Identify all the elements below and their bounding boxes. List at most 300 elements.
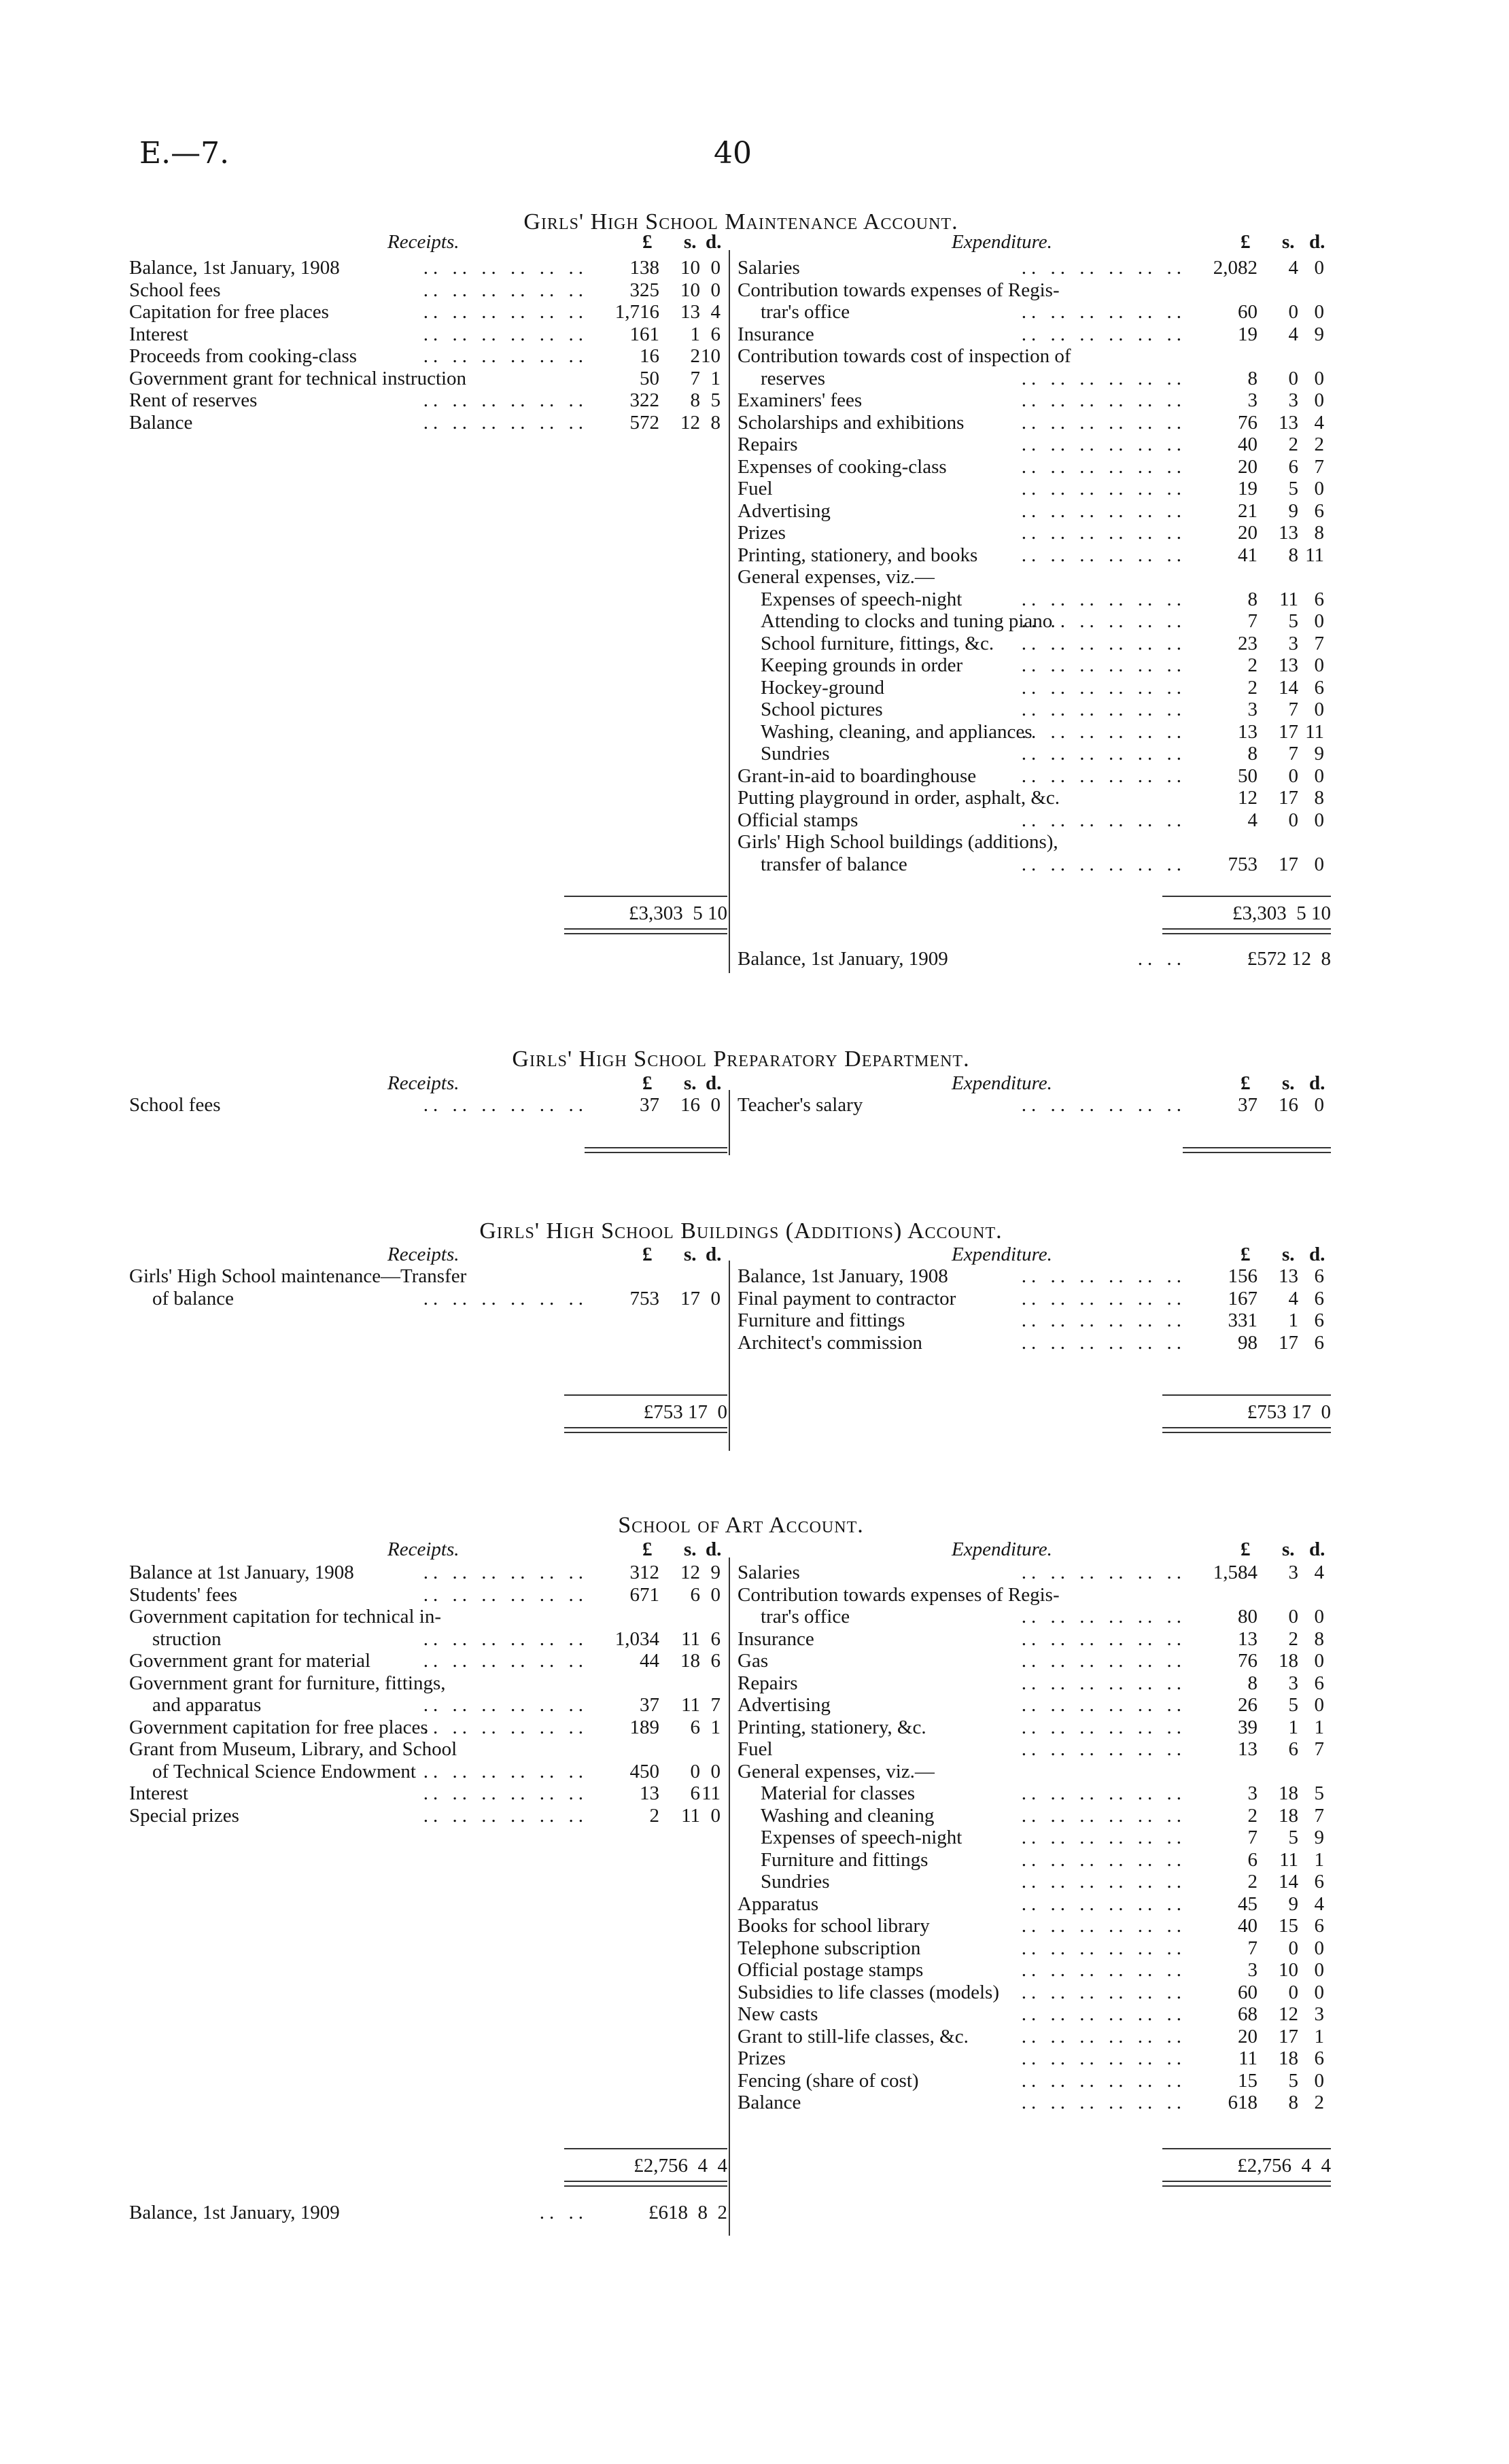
amount-shillings: 17	[1279, 2025, 1298, 2047]
expenditure-label: Sundries	[761, 1871, 830, 1893]
amount-pounds: 76	[1238, 411, 1258, 434]
amount-pence: 8	[1314, 1627, 1324, 1650]
expenditure-row	[738, 1849, 1331, 1871]
leader-dots: .. .. .. .. .. ..	[1021, 1606, 1186, 1627]
expenditure-row	[738, 1562, 1331, 1584]
total-amount: £3,303 5 10	[629, 902, 727, 924]
expenditure-label: Subsidies to life classes (models)	[738, 1981, 1000, 2003]
currency-symbol: s.	[1282, 231, 1295, 253]
total-rule	[564, 2148, 727, 2149]
leader-dots: .. .. .. .. .. ..	[1021, 1893, 1186, 1915]
leader-dots: .. .. .. .. .. ..	[1021, 853, 1186, 875]
expenditure-label: Washing, cleaning, and appliances	[761, 720, 1033, 743]
expenditure-label: trar's office	[761, 301, 850, 323]
expenditure-label: Prizes	[738, 522, 786, 544]
expenditure-label: Repairs	[738, 434, 798, 455]
expenditure-row	[738, 1672, 1331, 1695]
expenditure-label: Final payment to contractor	[738, 1287, 956, 1309]
expenditure-label: Grant-in-aid to boardinghouse	[738, 764, 977, 787]
page-number: 40	[714, 136, 752, 171]
expenditure-heading: Expenditure.	[952, 231, 1052, 253]
leader-dots: .. .. .. .. .. ..	[423, 323, 588, 345]
amount-shillings: 1	[690, 323, 700, 345]
amount-shillings: 17	[680, 1287, 700, 1309]
amount-shillings: 1	[1288, 1716, 1298, 1738]
receipt-label: Government grant for furniture, fittings,	[129, 1672, 446, 1694]
leader-dots: .. .. .. .. .. ..	[1021, 1716, 1186, 1738]
account-title: Girls' High School Preparatory Department.	[512, 1046, 970, 1072]
amount-pounds: 19	[1238, 478, 1258, 499]
expenditure-label: Expenses of speech-night	[761, 1827, 962, 1848]
expenditure-label: Attending to clocks and tuning piano	[761, 610, 1053, 632]
currency-symbol: s.	[684, 1244, 697, 1265]
amount-pounds: 98	[1238, 1331, 1258, 1354]
receipt-label: of balance	[152, 1287, 234, 1309]
amount-pence: 6	[710, 1650, 721, 1672]
amount-pounds: 2	[1247, 1871, 1258, 1893]
amount-shillings: 17	[1279, 720, 1298, 743]
expenditure-label: Telephone subscription	[738, 1937, 921, 1959]
receipt-label: Capitation for free places	[129, 301, 329, 323]
amount-pounds: 2	[1247, 676, 1258, 699]
amount-pence: 0	[1314, 389, 1324, 411]
currency-symbol: d.	[1309, 1072, 1325, 1094]
amount-pounds: 138	[629, 257, 659, 279]
amount-pounds: 50	[640, 367, 659, 389]
expenditure-label: Official stamps	[738, 809, 858, 831]
leader-dots: .. .. .. .. .. ..	[1021, 654, 1186, 676]
amount-shillings: 6	[690, 1782, 700, 1804]
amount-pounds: 20	[1238, 2025, 1258, 2047]
amount-pence: 6	[1314, 1287, 1324, 1309]
account-title: School of Art Account.	[618, 1513, 864, 1538]
expenditure-label: Expenses of speech-night	[761, 588, 962, 610]
expenditure-label: trar's office	[761, 1606, 850, 1627]
expenditure-label: Salaries	[738, 257, 800, 279]
amount-pounds: 39	[1238, 1716, 1258, 1738]
leader-dots: .. .. .. .. .. ..	[423, 279, 588, 301]
expenditure-heading: Expenditure.	[952, 1244, 1052, 1265]
amount-pounds: 1,584	[1213, 1562, 1258, 1583]
amount-pounds: 2,082	[1213, 257, 1258, 279]
amount-pence: 9	[1314, 1827, 1324, 1848]
amount-pence: 4	[1314, 1562, 1324, 1583]
leader-dots: .. .. .. .. .. ..	[1021, 1562, 1186, 1583]
amount-shillings: 6	[690, 1583, 700, 1606]
amount-pounds: 60	[1238, 301, 1258, 323]
leader-dots: .. .. .. .. .. ..	[1021, 1287, 1186, 1309]
expenditure-label: Advertising	[738, 1694, 831, 1716]
amount-shillings: 0	[1288, 809, 1298, 831]
amount-shillings: 0	[1288, 1937, 1298, 1959]
amount-shillings: 3	[1288, 1672, 1298, 1694]
receipt-label: School fees	[129, 1094, 221, 1116]
amount-shillings: 12	[680, 411, 700, 434]
amount-pounds: 7	[1247, 1827, 1258, 1848]
amount-pounds: 2	[1247, 1804, 1258, 1827]
amount-pounds: 6	[1247, 1848, 1258, 1871]
amount-pence: 4	[1314, 1893, 1324, 1915]
expenditure-label: Contribution towards expenses of Regis-	[738, 279, 1060, 301]
receipt-row	[129, 1650, 727, 1672]
account-title: Girls' High School Maintenance Account.	[523, 209, 958, 234]
amount-shillings: 5	[1288, 610, 1298, 632]
leader-dots: .. .. .. .. .. ..	[1021, 588, 1186, 610]
amount-shillings: 11	[681, 1804, 700, 1827]
expenditure-label: Contribution towards cost of inspection of	[738, 345, 1071, 367]
leader-dots: .. .. .. .. .. ..	[1021, 1738, 1186, 1760]
amount-shillings: 14	[1279, 676, 1298, 699]
total-amount: £2,756 4 4	[1237, 2155, 1331, 2177]
amount-shillings: 7	[690, 367, 700, 389]
amount-pence: 6	[1314, 1265, 1324, 1287]
receipt-row	[129, 1717, 727, 1739]
amount-pence: 0	[1314, 367, 1324, 389]
leader-dots: .. .. .. .. .. ..	[1021, 764, 1186, 787]
expenditure-label: Insurance	[738, 1627, 814, 1650]
leader-dots: .. .. .. .. .. ..	[1021, 2069, 1186, 2092]
receipt-label: struction	[152, 1627, 222, 1650]
amount-shillings: 5	[1288, 1694, 1298, 1716]
amount-pounds: 21	[1238, 499, 1258, 522]
amount-pounds: 15	[1238, 2069, 1258, 2092]
leader-dots: .. .. .. .. .. ..	[1021, 2025, 1186, 2047]
expenditure-label: Expenses of cooking-class	[738, 455, 947, 478]
amount-pence: 8	[1314, 522, 1324, 544]
expenditure-row	[738, 1871, 1331, 1893]
receipt-label: Girls' High School maintenance—Transfer	[129, 1265, 467, 1287]
expenditure-row	[738, 1893, 1331, 1916]
expenditure-label: Balance	[738, 2092, 801, 2113]
leader-dots: .. .. .. .. .. ..	[423, 1804, 588, 1827]
amount-pounds: 7	[1247, 610, 1258, 632]
expenditure-row	[738, 1915, 1331, 1937]
amount-shillings: 9	[1288, 499, 1298, 522]
expenditure-label: Printing, stationery, &c.	[738, 1716, 926, 1738]
amount-pence: 7	[1314, 1804, 1324, 1827]
amount-pounds: 41	[1238, 544, 1258, 566]
receipts-heading: Receipts.	[387, 1072, 459, 1094]
receipt-label: Government capitation for free places	[129, 1716, 428, 1738]
amount-pence: 0	[1314, 478, 1324, 499]
leader-dots: .. .. .. .. .. ..	[1021, 301, 1186, 323]
receipt-label: Balance, 1st January, 1908	[129, 257, 340, 279]
currency-symbol: d.	[706, 1072, 722, 1094]
amount-pounds: 1,034	[614, 1627, 659, 1650]
leader-dots: .. .. .. .. .. ..	[423, 1650, 588, 1672]
amount-pence: 4	[1314, 411, 1324, 434]
leader-dots: .. .. .. .. .. ..	[1021, 478, 1186, 499]
leader-dots: .. .. .. .. .. ..	[1021, 455, 1186, 478]
receipt-label: Interest	[129, 1782, 188, 1804]
amount-pounds: 37	[640, 1694, 659, 1716]
amount-shillings: 12	[680, 1562, 700, 1583]
expenditure-row	[738, 1738, 1331, 1761]
currency-symbol: d.	[1309, 231, 1325, 253]
expenditure-label: Contribution towards expenses of Regis-	[738, 1583, 1060, 1606]
amount-pounds: 20	[1238, 522, 1258, 544]
expenditure-label: transfer of balance	[761, 853, 907, 875]
amount-pounds: 618	[1228, 2092, 1258, 2113]
amount-pounds: 671	[629, 1583, 659, 1606]
expenditure-label: Fuel	[738, 1738, 773, 1760]
amount-pence: 4	[710, 301, 721, 323]
amount-pence: 0	[710, 1804, 721, 1827]
expenditure-label: Prizes	[738, 2047, 786, 2069]
balance-label: Balance, 1st January, 1909	[129, 2202, 340, 2223]
leader-dots: .. .. .. .. .. ..	[1021, 1959, 1186, 1981]
amount-pounds: 3	[1247, 699, 1258, 720]
amount-pence: 0	[710, 1583, 721, 1606]
expenditure-row	[738, 1761, 1331, 1783]
amount-shillings: 18	[1279, 2047, 1298, 2069]
leader-dots: .. .. .. .. .. ..	[1021, 2092, 1186, 2113]
currency-symbol: d.	[1309, 1538, 1325, 1560]
expenditure-label: reserves	[761, 367, 826, 389]
amount-shillings: 0	[1288, 1981, 1298, 2003]
expenditure-label: Insurance	[738, 323, 814, 345]
amount-shillings: 3	[1288, 632, 1298, 654]
amount-pence: 0	[1314, 301, 1324, 323]
receipt-label: Government grant for material	[129, 1650, 371, 1672]
currency-symbol: d.	[706, 231, 722, 253]
currency-symbol: £	[1241, 1538, 1251, 1560]
expenditure-label: Architect's commission	[738, 1331, 922, 1354]
receipt-label: Proceeds from cooking-class	[129, 345, 358, 367]
amount-shillings: 6	[1288, 1738, 1298, 1760]
expenditure-row	[738, 1982, 1331, 2004]
expenditure-label: Keeping grounds in order	[761, 654, 963, 676]
amount-pounds: 7	[1247, 1937, 1258, 1959]
expenditure-label: General expenses, viz.—	[738, 566, 935, 588]
account-title: Girls' High School Buildings (Additions) Account.	[479, 1218, 1003, 1244]
receipt-row	[129, 1805, 727, 1827]
amount-pence: 0	[710, 279, 721, 301]
amount-shillings: 3	[1288, 1562, 1298, 1583]
expenditure-label: Girls' High School buildings (additions),	[738, 831, 1058, 853]
amount-pounds: 23	[1238, 632, 1258, 654]
amount-pounds: 1,716	[614, 301, 659, 323]
leader-dots: .. .. .. .. .. ..	[1021, 743, 1186, 764]
total-rule	[1162, 2148, 1331, 2149]
amount-shillings: 4	[1288, 257, 1298, 279]
amount-pounds: 68	[1238, 2003, 1258, 2025]
amount-pence: 6	[1314, 1672, 1324, 1694]
expenditure-heading: Expenditure.	[952, 1072, 1052, 1094]
expenditure-label: Grant to still-life classes, &c.	[738, 2025, 969, 2047]
receipt-row	[129, 1738, 727, 1761]
amount-shillings: 11	[681, 1694, 700, 1716]
amount-pence: 11	[1305, 544, 1324, 566]
receipts-heading: Receipts.	[387, 1538, 459, 1560]
amount-pounds: 3	[1247, 1959, 1258, 1981]
amount-pence: 6	[1314, 676, 1324, 699]
amount-shillings: 18	[1279, 1782, 1298, 1804]
leader-dots: .. .. .. .. .. ..	[1021, 1981, 1186, 2003]
receipt-label: and apparatus	[152, 1694, 262, 1716]
leader-dots: .. .. .. .. .. ..	[423, 1583, 588, 1606]
amount-pence: 2	[1314, 2092, 1324, 2113]
leader-dots: .. ..	[539, 2202, 588, 2223]
currency-symbol: £	[1241, 1072, 1251, 1094]
leader-dots: .. .. .. .. .. ..	[1021, 1804, 1186, 1827]
leader-dots: .. .. .. .. .. ..	[423, 257, 588, 279]
amount-pence: 6	[1314, 1309, 1324, 1331]
amount-shillings: 7	[1288, 743, 1298, 764]
expenditure-label: Apparatus	[738, 1893, 819, 1915]
amount-pence: 6	[1314, 2047, 1324, 2069]
amount-pence: 6	[1314, 1871, 1324, 1893]
amount-pence: 7	[1314, 632, 1324, 654]
leader-dots: .. .. .. .. .. ..	[1021, 2003, 1186, 2025]
receipt-row	[129, 1694, 727, 1717]
amount-pounds: 3	[1247, 1782, 1258, 1804]
amount-pounds: 19	[1238, 323, 1258, 345]
leader-dots: .. .. .. .. .. ..	[1021, 389, 1186, 411]
amount-shillings: 0	[1288, 301, 1298, 323]
receipt-row	[129, 1782, 727, 1805]
amount-pence: 1	[710, 367, 721, 389]
balance-label: Balance, 1st January, 1909	[738, 948, 948, 970]
amount-shillings: 11	[681, 1627, 700, 1650]
amount-pounds: 13	[640, 1782, 659, 1804]
expenditure-label: Examiners' fees	[738, 389, 863, 411]
amount-pounds: 572	[629, 411, 659, 434]
report-reference: E.—7.	[139, 136, 230, 171]
amount-shillings: 16	[1279, 1094, 1298, 1116]
amount-pence: 5	[710, 389, 721, 411]
leader-dots: .. .. .. .. .. ..	[1021, 323, 1186, 345]
leader-dots: .. .. .. .. .. ..	[1021, 720, 1186, 743]
expenditure-label: Hockey-ground	[761, 676, 885, 699]
leader-dots: .. .. .. .. .. ..	[1021, 1331, 1186, 1354]
expenditure-row	[738, 1782, 1331, 1805]
leader-dots: .. .. .. .. .. ..	[1021, 367, 1186, 389]
amount-shillings: 18	[1279, 1804, 1298, 1827]
expenditure-row	[738, 1827, 1331, 1849]
leader-dots: .. .. .. .. .. ..	[423, 1562, 588, 1583]
receipt-label: Government grant for technical instruction	[129, 367, 467, 389]
expenditure-row	[738, 1805, 1331, 1827]
amount-pounds: 2	[1247, 654, 1258, 676]
amount-pence: 11	[1305, 720, 1324, 743]
amount-pence: 0	[1314, 1937, 1324, 1959]
expenditure-label: Material for classes	[761, 1782, 916, 1804]
amount-pounds: 8	[1247, 588, 1258, 610]
currency-symbol: s.	[684, 1072, 697, 1094]
currency-symbol: £	[642, 1244, 653, 1265]
amount-pounds: 80	[1238, 1606, 1258, 1627]
currency-symbol: £	[1241, 1244, 1251, 1265]
expenditure-label: Advertising	[738, 499, 831, 522]
amount-pounds: 13	[1238, 1738, 1258, 1760]
leader-dots: .. .. .. .. .. ..	[1021, 499, 1186, 522]
amount-pence: 1	[710, 1716, 721, 1738]
amount-pounds: 44	[640, 1650, 659, 1672]
leader-dots: .. .. .. .. .. ..	[1021, 632, 1186, 654]
expenditure-heading: Expenditure.	[952, 1538, 1052, 1560]
amount-pounds: 60	[1238, 1981, 1258, 2003]
amount-pounds: 37	[1238, 1094, 1258, 1116]
amount-shillings: 17	[1279, 1331, 1298, 1354]
expenditure-row	[738, 2092, 1331, 2114]
amount-pounds: 325	[629, 279, 659, 301]
amount-pence: 5	[1314, 1782, 1324, 1804]
receipt-row	[129, 1761, 727, 1783]
amount-pounds: 8	[1247, 367, 1258, 389]
leader-dots: .. .. .. .. .. ..	[1021, 676, 1186, 699]
amount-pence: 0	[1314, 1694, 1324, 1716]
amount-pounds: 26	[1238, 1694, 1258, 1716]
amount-pence: 6	[1314, 1331, 1324, 1354]
receipt-row	[129, 1562, 727, 1584]
expenditure-label: Repairs	[738, 1672, 798, 1694]
expenditure-label: School pictures	[761, 699, 883, 720]
amount-pounds: 156	[1228, 1265, 1258, 1287]
expenditure-row	[738, 1606, 1331, 1628]
amount-pence: 1	[1314, 1716, 1324, 1738]
amount-pence: 6	[710, 1627, 721, 1650]
expenditure-total	[1162, 2155, 1331, 2177]
leader-dots: .. .. .. .. .. ..	[1021, 1672, 1186, 1694]
amount-pence: 0	[1314, 610, 1324, 632]
amount-shillings: 10	[680, 257, 700, 279]
amount-shillings: 0	[1288, 764, 1298, 787]
leader-dots: .. .. .. .. .. ..	[423, 411, 588, 434]
receipt-label: Balance	[129, 411, 193, 434]
amount-shillings: 11	[1279, 1848, 1298, 1871]
amount-shillings: 18	[1279, 1650, 1298, 1672]
amount-shillings: 5	[1288, 2069, 1298, 2092]
amount-shillings: 8	[1288, 2092, 1298, 2113]
balance-amount: £618 8 2	[648, 2202, 727, 2223]
amount-pounds: 4	[1247, 809, 1258, 831]
expenditure-row	[738, 2047, 1331, 2070]
amount-pounds: 322	[629, 389, 659, 411]
receipt-row	[129, 1672, 727, 1695]
amount-pence: 8	[710, 411, 721, 434]
expenditure-row	[738, 1959, 1331, 1982]
receipts-heading: Receipts.	[387, 1244, 459, 1265]
expenditure-label: Fuel	[738, 478, 773, 499]
amount-pence: 0	[1314, 1094, 1324, 1116]
expenditure-row	[738, 2070, 1331, 2092]
receipt-label: School fees	[129, 279, 221, 301]
amount-pence: 11	[701, 1782, 721, 1804]
expenditure-row	[738, 1717, 1331, 1739]
amount-shillings: 0	[690, 1760, 700, 1782]
leader-dots: .. .. .. .. .. ..	[1021, 1915, 1186, 1937]
leader-dots: .. .. .. .. .. ..	[1021, 434, 1186, 455]
leader-dots: .. .. .. .. .. ..	[1021, 699, 1186, 720]
account-section	[129, 0, 1353, 2464]
total-amount: £2,756 4 4	[634, 2155, 727, 2177]
receipt-label: Interest	[129, 323, 188, 345]
expenditure-label: Teacher's salary	[738, 1094, 863, 1116]
receipt-label: Students' fees	[129, 1583, 238, 1606]
leader-dots: .. .. .. .. .. ..	[1021, 809, 1186, 831]
amount-pence: 9	[1314, 743, 1324, 764]
amount-pence: 1	[1314, 2025, 1324, 2047]
amount-pounds: 50	[1238, 764, 1258, 787]
amount-shillings: 2	[690, 345, 700, 367]
amount-pence: 9	[710, 1562, 721, 1583]
amount-shillings: 0	[1288, 367, 1298, 389]
amount-shillings: 0	[1288, 1606, 1298, 1627]
amount-pounds: 13	[1238, 1627, 1258, 1650]
amount-shillings: 10	[1279, 1959, 1298, 1981]
receipt-row	[129, 1606, 727, 1628]
